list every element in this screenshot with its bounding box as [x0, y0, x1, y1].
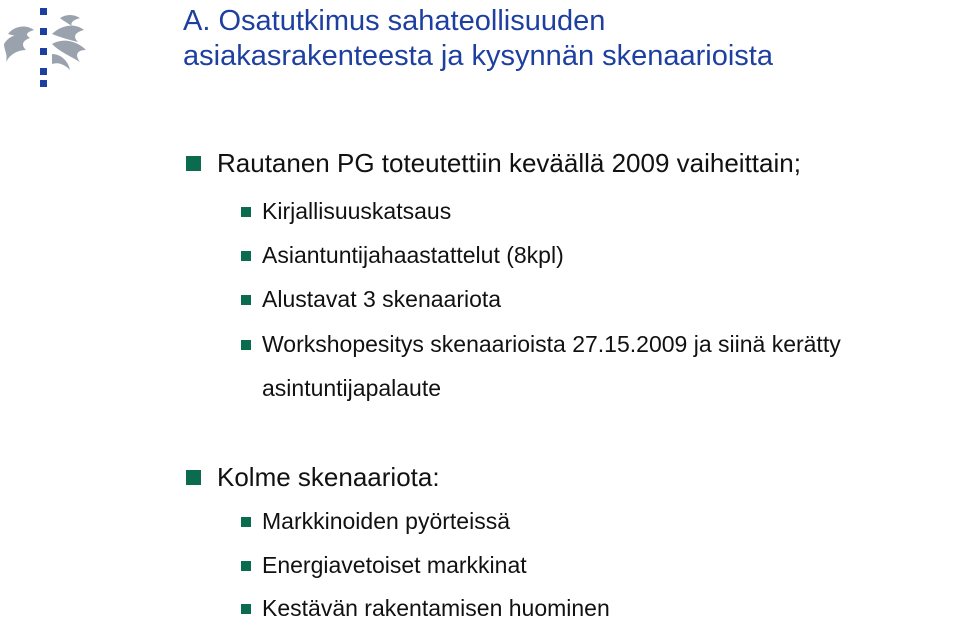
sub-bullet-item — [241, 507, 510, 535]
sub-bullet-line-1: Workshopesitys skenaarioista 27.15.2009 ja siinä kerätty — [262, 331, 841, 357]
sub-bullet-text: Markkinoiden pyörteissä — [262, 508, 511, 534]
sub-bullet-item — [241, 594, 610, 622]
square-bullet-icon — [241, 295, 251, 305]
sub-bullet-text: Energiavetoiset markkinat — [262, 552, 527, 578]
square-bullet-icon — [186, 156, 201, 171]
title-line-1: A. Osatutkimus sahateollisuuden — [183, 5, 606, 37]
square-bullet-icon — [186, 470, 201, 485]
sub-bullet-item — [241, 551, 527, 579]
sub-bullet-item — [241, 197, 451, 225]
bullet-text: Kolme skenaariota: — [217, 462, 440, 492]
square-bullet-icon — [241, 561, 251, 571]
square-bullet-icon — [241, 604, 251, 614]
sub-bullet-text: Kirjallisuuskatsaus — [262, 198, 452, 224]
sub-bullet-item — [241, 241, 564, 269]
square-bullet-icon — [241, 517, 251, 527]
sub-bullet-text: Kestävän rakentamisen huominen — [262, 595, 610, 621]
square-bullet-icon — [241, 251, 251, 261]
sub-bullet-text: Asiantuntijahaastattelut (8kpl) — [262, 242, 564, 268]
sub-bullet-text — [262, 330, 841, 402]
title-line-2: asiakasrakenteesta ja kysynnän skenaarioista — [183, 40, 773, 72]
sub-bullet-line-2: asintuntijapalaute — [262, 375, 442, 401]
bullet-item — [186, 148, 801, 178]
bullet-text: Rautanen PG toteutettiin keväällä 2009 vaiheittain; — [217, 148, 801, 178]
sub-bullet-item — [241, 285, 501, 313]
sub-bullet-text: Alustavat 3 skenaariota — [262, 286, 502, 312]
sub-bullet-item — [241, 330, 841, 402]
bullet-item — [186, 462, 440, 492]
square-bullet-icon — [241, 207, 251, 217]
square-bullet-icon — [241, 340, 251, 350]
